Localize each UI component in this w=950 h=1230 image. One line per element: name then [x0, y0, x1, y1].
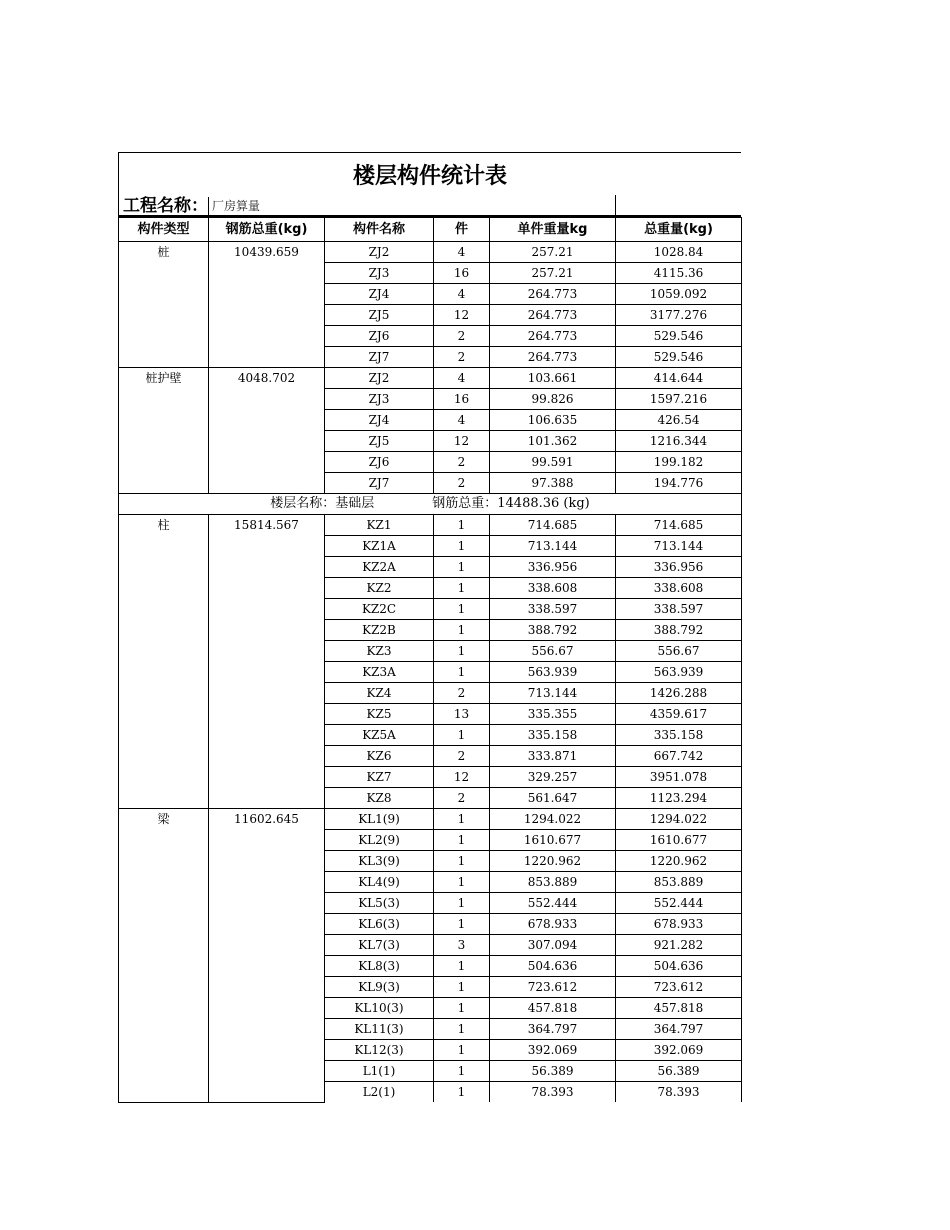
count-cell[interactable]: 12: [434, 305, 490, 326]
header-count: 件: [434, 218, 490, 242]
unit-weight-cell[interactable]: 336.956: [490, 557, 616, 578]
component-name-cell[interactable]: L2(1): [325, 1082, 434, 1103]
unit-weight-cell[interactable]: 264.773: [490, 326, 616, 347]
sum-weight-cell[interactable]: 1597.216: [616, 389, 742, 410]
sum-weight-cell[interactable]: 336.956: [616, 557, 742, 578]
unit-weight-cell[interactable]: 103.661: [490, 368, 616, 389]
unit-weight-cell[interactable]: 561.647: [490, 788, 616, 809]
sum-weight-cell[interactable]: 4115.36: [616, 263, 742, 284]
count-cell[interactable]: 2: [434, 683, 490, 704]
component-name-cell[interactable]: KZ5A: [325, 725, 434, 746]
sum-weight-cell[interactable]: 414.644: [616, 368, 742, 389]
component-name-cell[interactable]: KZ2: [325, 578, 434, 599]
component-name-cell[interactable]: ZJ4: [325, 410, 434, 431]
sum-weight-cell[interactable]: 853.889: [616, 872, 742, 893]
statistics-sheet: [118, 152, 741, 1103]
unit-weight-cell[interactable]: 307.094: [490, 935, 616, 956]
sum-weight-cell[interactable]: 556.67: [616, 641, 742, 662]
count-cell[interactable]: 1: [434, 872, 490, 893]
count-cell[interactable]: 1: [434, 956, 490, 977]
count-cell[interactable]: 1: [434, 977, 490, 998]
sum-weight-cell[interactable]: 723.612: [616, 977, 742, 998]
component-name-cell[interactable]: KL9(3): [325, 977, 434, 998]
header-unit-weight: 单件重量kg: [490, 218, 616, 242]
count-cell[interactable]: 1: [434, 578, 490, 599]
sum-weight-cell[interactable]: 3177.276: [616, 305, 742, 326]
count-cell[interactable]: 2: [434, 746, 490, 767]
group-total-weight-cell[interactable]: 15814.567: [209, 515, 325, 809]
count-cell[interactable]: 1: [434, 662, 490, 683]
unit-weight-cell[interactable]: 97.388: [490, 473, 616, 494]
sum-weight-cell[interactable]: 563.939: [616, 662, 742, 683]
count-cell[interactable]: 1: [434, 1040, 490, 1061]
unit-weight-cell[interactable]: 99.826: [490, 389, 616, 410]
floor-summary-row: [119, 494, 742, 515]
count-cell[interactable]: 3: [434, 935, 490, 956]
unit-weight-cell[interactable]: 335.355: [490, 704, 616, 725]
sum-weight-cell[interactable]: 714.685: [616, 515, 742, 536]
group-total-weight-cell[interactable]: 10439.659: [209, 242, 325, 368]
unit-weight-cell[interactable]: 1610.677: [490, 830, 616, 851]
sum-weight-cell[interactable]: 1426.288: [616, 683, 742, 704]
component-name-cell[interactable]: ZJ7: [325, 347, 434, 368]
project-row: [118, 195, 741, 217]
sum-weight-cell[interactable]: 364.797: [616, 1019, 742, 1040]
unit-weight-cell[interactable]: 338.608: [490, 578, 616, 599]
project-label: 工程名称：: [123, 196, 208, 216]
count-cell[interactable]: 4: [434, 242, 490, 263]
component-name-cell[interactable]: KL1(9): [325, 809, 434, 830]
sum-weight-cell[interactable]: 457.818: [616, 998, 742, 1019]
count-cell[interactable]: 2: [434, 347, 490, 368]
header-row: [119, 218, 742, 242]
unit-weight-cell[interactable]: 56.389: [490, 1061, 616, 1082]
sum-weight-cell[interactable]: 1294.022: [616, 809, 742, 830]
count-cell[interactable]: 1: [434, 725, 490, 746]
floor-name: 楼层名称：基础层: [270, 496, 375, 511]
unit-weight-cell[interactable]: 264.773: [490, 347, 616, 368]
component-name-cell[interactable]: KZ7: [325, 767, 434, 788]
count-cell[interactable]: 1: [434, 998, 490, 1019]
count-cell[interactable]: 2: [434, 452, 490, 473]
unit-weight-cell[interactable]: 264.773: [490, 305, 616, 326]
sum-weight-cell[interactable]: 1610.677: [616, 830, 742, 851]
component-name-cell[interactable]: KL12(3): [325, 1040, 434, 1061]
unit-weight-cell[interactable]: 264.773: [490, 284, 616, 305]
sum-weight-cell[interactable]: 199.182: [616, 452, 742, 473]
project-row-divider: [615, 195, 616, 215]
sum-weight-cell[interactable]: 1123.294: [616, 788, 742, 809]
component-name-cell[interactable]: KL10(3): [325, 998, 434, 1019]
unit-weight-cell[interactable]: 101.362: [490, 431, 616, 452]
count-cell[interactable]: 1: [434, 536, 490, 557]
table-row: [119, 515, 742, 536]
count-cell[interactable]: 1: [434, 515, 490, 536]
component-name-cell[interactable]: KZ6: [325, 746, 434, 767]
sum-weight-cell[interactable]: 4359.617: [616, 704, 742, 725]
component-name-cell[interactable]: ZJ4: [325, 284, 434, 305]
page-title: 楼层构件统计表: [352, 164, 507, 189]
unit-weight-cell[interactable]: 713.144: [490, 683, 616, 704]
count-cell[interactable]: 1: [434, 641, 490, 662]
sum-weight-cell[interactable]: 504.636: [616, 956, 742, 977]
sum-weight-cell[interactable]: 335.158: [616, 725, 742, 746]
table-row: [119, 809, 742, 830]
summary-body: [119, 494, 742, 515]
unit-weight-cell[interactable]: 678.933: [490, 914, 616, 935]
component-name-cell[interactable]: ZJ5: [325, 431, 434, 452]
unit-weight-cell[interactable]: 99.591: [490, 452, 616, 473]
table-row: [119, 242, 742, 263]
count-cell[interactable]: 16: [434, 263, 490, 284]
unit-weight-cell[interactable]: 364.797: [490, 1019, 616, 1040]
header-component-name: 构件名称: [325, 218, 434, 242]
component-name-cell[interactable]: KZ2C: [325, 599, 434, 620]
sum-weight-cell[interactable]: 426.54: [616, 410, 742, 431]
component-name-cell[interactable]: KL6(3): [325, 914, 434, 935]
component-name-cell[interactable]: KZ4: [325, 683, 434, 704]
unit-weight-cell[interactable]: 106.635: [490, 410, 616, 431]
project-name-cell[interactable]: 厂房算量: [208, 197, 260, 215]
unit-weight-cell[interactable]: 714.685: [490, 515, 616, 536]
component-name-cell[interactable]: ZJ7: [325, 473, 434, 494]
sum-weight-cell[interactable]: 78.393: [616, 1082, 742, 1103]
unit-weight-cell[interactable]: 257.21: [490, 242, 616, 263]
count-cell[interactable]: 12: [434, 767, 490, 788]
unit-weight-cell[interactable]: 504.636: [490, 956, 616, 977]
group-total-weight-cell[interactable]: 4048.702: [209, 368, 325, 494]
sum-weight-cell[interactable]: 1028.84: [616, 242, 742, 263]
count-cell[interactable]: 13: [434, 704, 490, 725]
count-cell[interactable]: 1: [434, 809, 490, 830]
component-type-cell[interactable]: 柱: [119, 515, 209, 809]
component-name-cell[interactable]: KZ2A: [325, 557, 434, 578]
sum-weight-cell[interactable]: 921.282: [616, 935, 742, 956]
count-cell[interactable]: 1: [434, 830, 490, 851]
count-cell[interactable]: 2: [434, 326, 490, 347]
sum-weight-cell[interactable]: 713.144: [616, 536, 742, 557]
component-name-cell[interactable]: KZ2B: [325, 620, 434, 641]
count-cell[interactable]: 1: [434, 851, 490, 872]
component-name-cell[interactable]: KL11(3): [325, 1019, 434, 1040]
component-type-cell[interactable]: 桩: [119, 242, 209, 368]
sum-weight-cell[interactable]: 529.546: [616, 347, 742, 368]
component-name-cell[interactable]: ZJ3: [325, 263, 434, 284]
component-name-cell[interactable]: ZJ3: [325, 389, 434, 410]
group-total-weight-cell[interactable]: 11602.645: [209, 809, 325, 1103]
component-name-cell[interactable]: ZJ5: [325, 305, 434, 326]
sum-weight-cell[interactable]: 388.792: [616, 620, 742, 641]
sum-weight-cell[interactable]: 392.069: [616, 1040, 742, 1061]
count-cell[interactable]: 4: [434, 368, 490, 389]
count-cell[interactable]: 1: [434, 1019, 490, 1040]
sum-weight-cell[interactable]: 1216.344: [616, 431, 742, 452]
unit-weight-cell[interactable]: 723.612: [490, 977, 616, 998]
sum-weight-cell[interactable]: 338.597: [616, 599, 742, 620]
unit-weight-cell[interactable]: 556.67: [490, 641, 616, 662]
sum-weight-cell[interactable]: 194.776: [616, 473, 742, 494]
count-cell[interactable]: 1: [434, 914, 490, 935]
count-cell[interactable]: 1: [434, 599, 490, 620]
count-cell[interactable]: 1: [434, 620, 490, 641]
count-cell[interactable]: 12: [434, 431, 490, 452]
sum-weight-cell[interactable]: 338.608: [616, 578, 742, 599]
component-name-cell[interactable]: KZ1: [325, 515, 434, 536]
header-sum-weight: 总重量(kg): [616, 218, 742, 242]
unit-weight-cell[interactable]: 563.939: [490, 662, 616, 683]
header-total-weight: 钢筋总重(kg): [209, 218, 325, 242]
count-cell[interactable]: 1: [434, 1061, 490, 1082]
floor-total-weight: 钢筋总重：14488.36 (kg): [432, 496, 590, 511]
unit-weight-cell[interactable]: 853.889: [490, 872, 616, 893]
unit-weight-cell[interactable]: 329.257: [490, 767, 616, 788]
count-cell[interactable]: 2: [434, 473, 490, 494]
component-name-cell[interactable]: KL5(3): [325, 893, 434, 914]
count-cell[interactable]: 16: [434, 389, 490, 410]
unit-weight-cell[interactable]: 552.444: [490, 893, 616, 914]
sum-weight-cell[interactable]: 1220.962: [616, 851, 742, 872]
component-name-cell[interactable]: ZJ6: [325, 452, 434, 473]
sum-weight-cell[interactable]: 529.546: [616, 326, 742, 347]
component-type-cell[interactable]: 梁: [119, 809, 209, 1103]
sum-weight-cell[interactable]: 56.389: [616, 1061, 742, 1082]
count-cell[interactable]: 2: [434, 788, 490, 809]
unit-weight-cell[interactable]: 78.393: [490, 1082, 616, 1103]
sum-weight-cell[interactable]: 552.444: [616, 893, 742, 914]
count-cell[interactable]: 1: [434, 557, 490, 578]
component-name-cell[interactable]: KZ3A: [325, 662, 434, 683]
component-type-cell[interactable]: 桩护壁: [119, 368, 209, 494]
component-name-cell[interactable]: KL4(9): [325, 872, 434, 893]
component-name-cell[interactable]: ZJ2: [325, 368, 434, 389]
unit-weight-cell[interactable]: 1220.962: [490, 851, 616, 872]
count-cell[interactable]: 1: [434, 1082, 490, 1103]
unit-weight-cell[interactable]: 713.144: [490, 536, 616, 557]
unit-weight-cell[interactable]: 335.158: [490, 725, 616, 746]
unit-weight-cell[interactable]: 388.792: [490, 620, 616, 641]
sum-weight-cell[interactable]: 678.933: [616, 914, 742, 935]
header-type: 构件类型: [119, 218, 209, 242]
component-name-cell[interactable]: L1(1): [325, 1061, 434, 1082]
sum-weight-cell[interactable]: 667.742: [616, 746, 742, 767]
table-row: [119, 368, 742, 389]
component-name-cell[interactable]: KZ1A: [325, 536, 434, 557]
title-row: [118, 152, 741, 195]
count-cell[interactable]: 4: [434, 284, 490, 305]
table-body-structure: [119, 515, 742, 1103]
component-table: [118, 217, 742, 1103]
sum-weight-cell[interactable]: 1059.092: [616, 284, 742, 305]
floor-summary-cell: [119, 494, 742, 515]
component-name-cell[interactable]: KL3(9): [325, 851, 434, 872]
sum-weight-cell[interactable]: 3951.078: [616, 767, 742, 788]
component-name-cell[interactable]: KZ8: [325, 788, 434, 809]
unit-weight-cell[interactable]: 257.21: [490, 263, 616, 284]
unit-weight-cell[interactable]: 1294.022: [490, 809, 616, 830]
count-cell[interactable]: 1: [434, 893, 490, 914]
unit-weight-cell[interactable]: 333.871: [490, 746, 616, 767]
table-body-foundation: [119, 242, 742, 494]
unit-weight-cell[interactable]: 338.597: [490, 599, 616, 620]
component-name-cell[interactable]: KL8(3): [325, 956, 434, 977]
unit-weight-cell[interactable]: 457.818: [490, 998, 616, 1019]
component-name-cell[interactable]: KZ5: [325, 704, 434, 725]
count-cell[interactable]: 4: [434, 410, 490, 431]
component-name-cell[interactable]: KL2(9): [325, 830, 434, 851]
component-name-cell[interactable]: ZJ2: [325, 242, 434, 263]
component-name-cell[interactable]: KZ3: [325, 641, 434, 662]
unit-weight-cell[interactable]: 392.069: [490, 1040, 616, 1061]
component-name-cell[interactable]: KL7(3): [325, 935, 434, 956]
component-name-cell[interactable]: ZJ6: [325, 326, 434, 347]
